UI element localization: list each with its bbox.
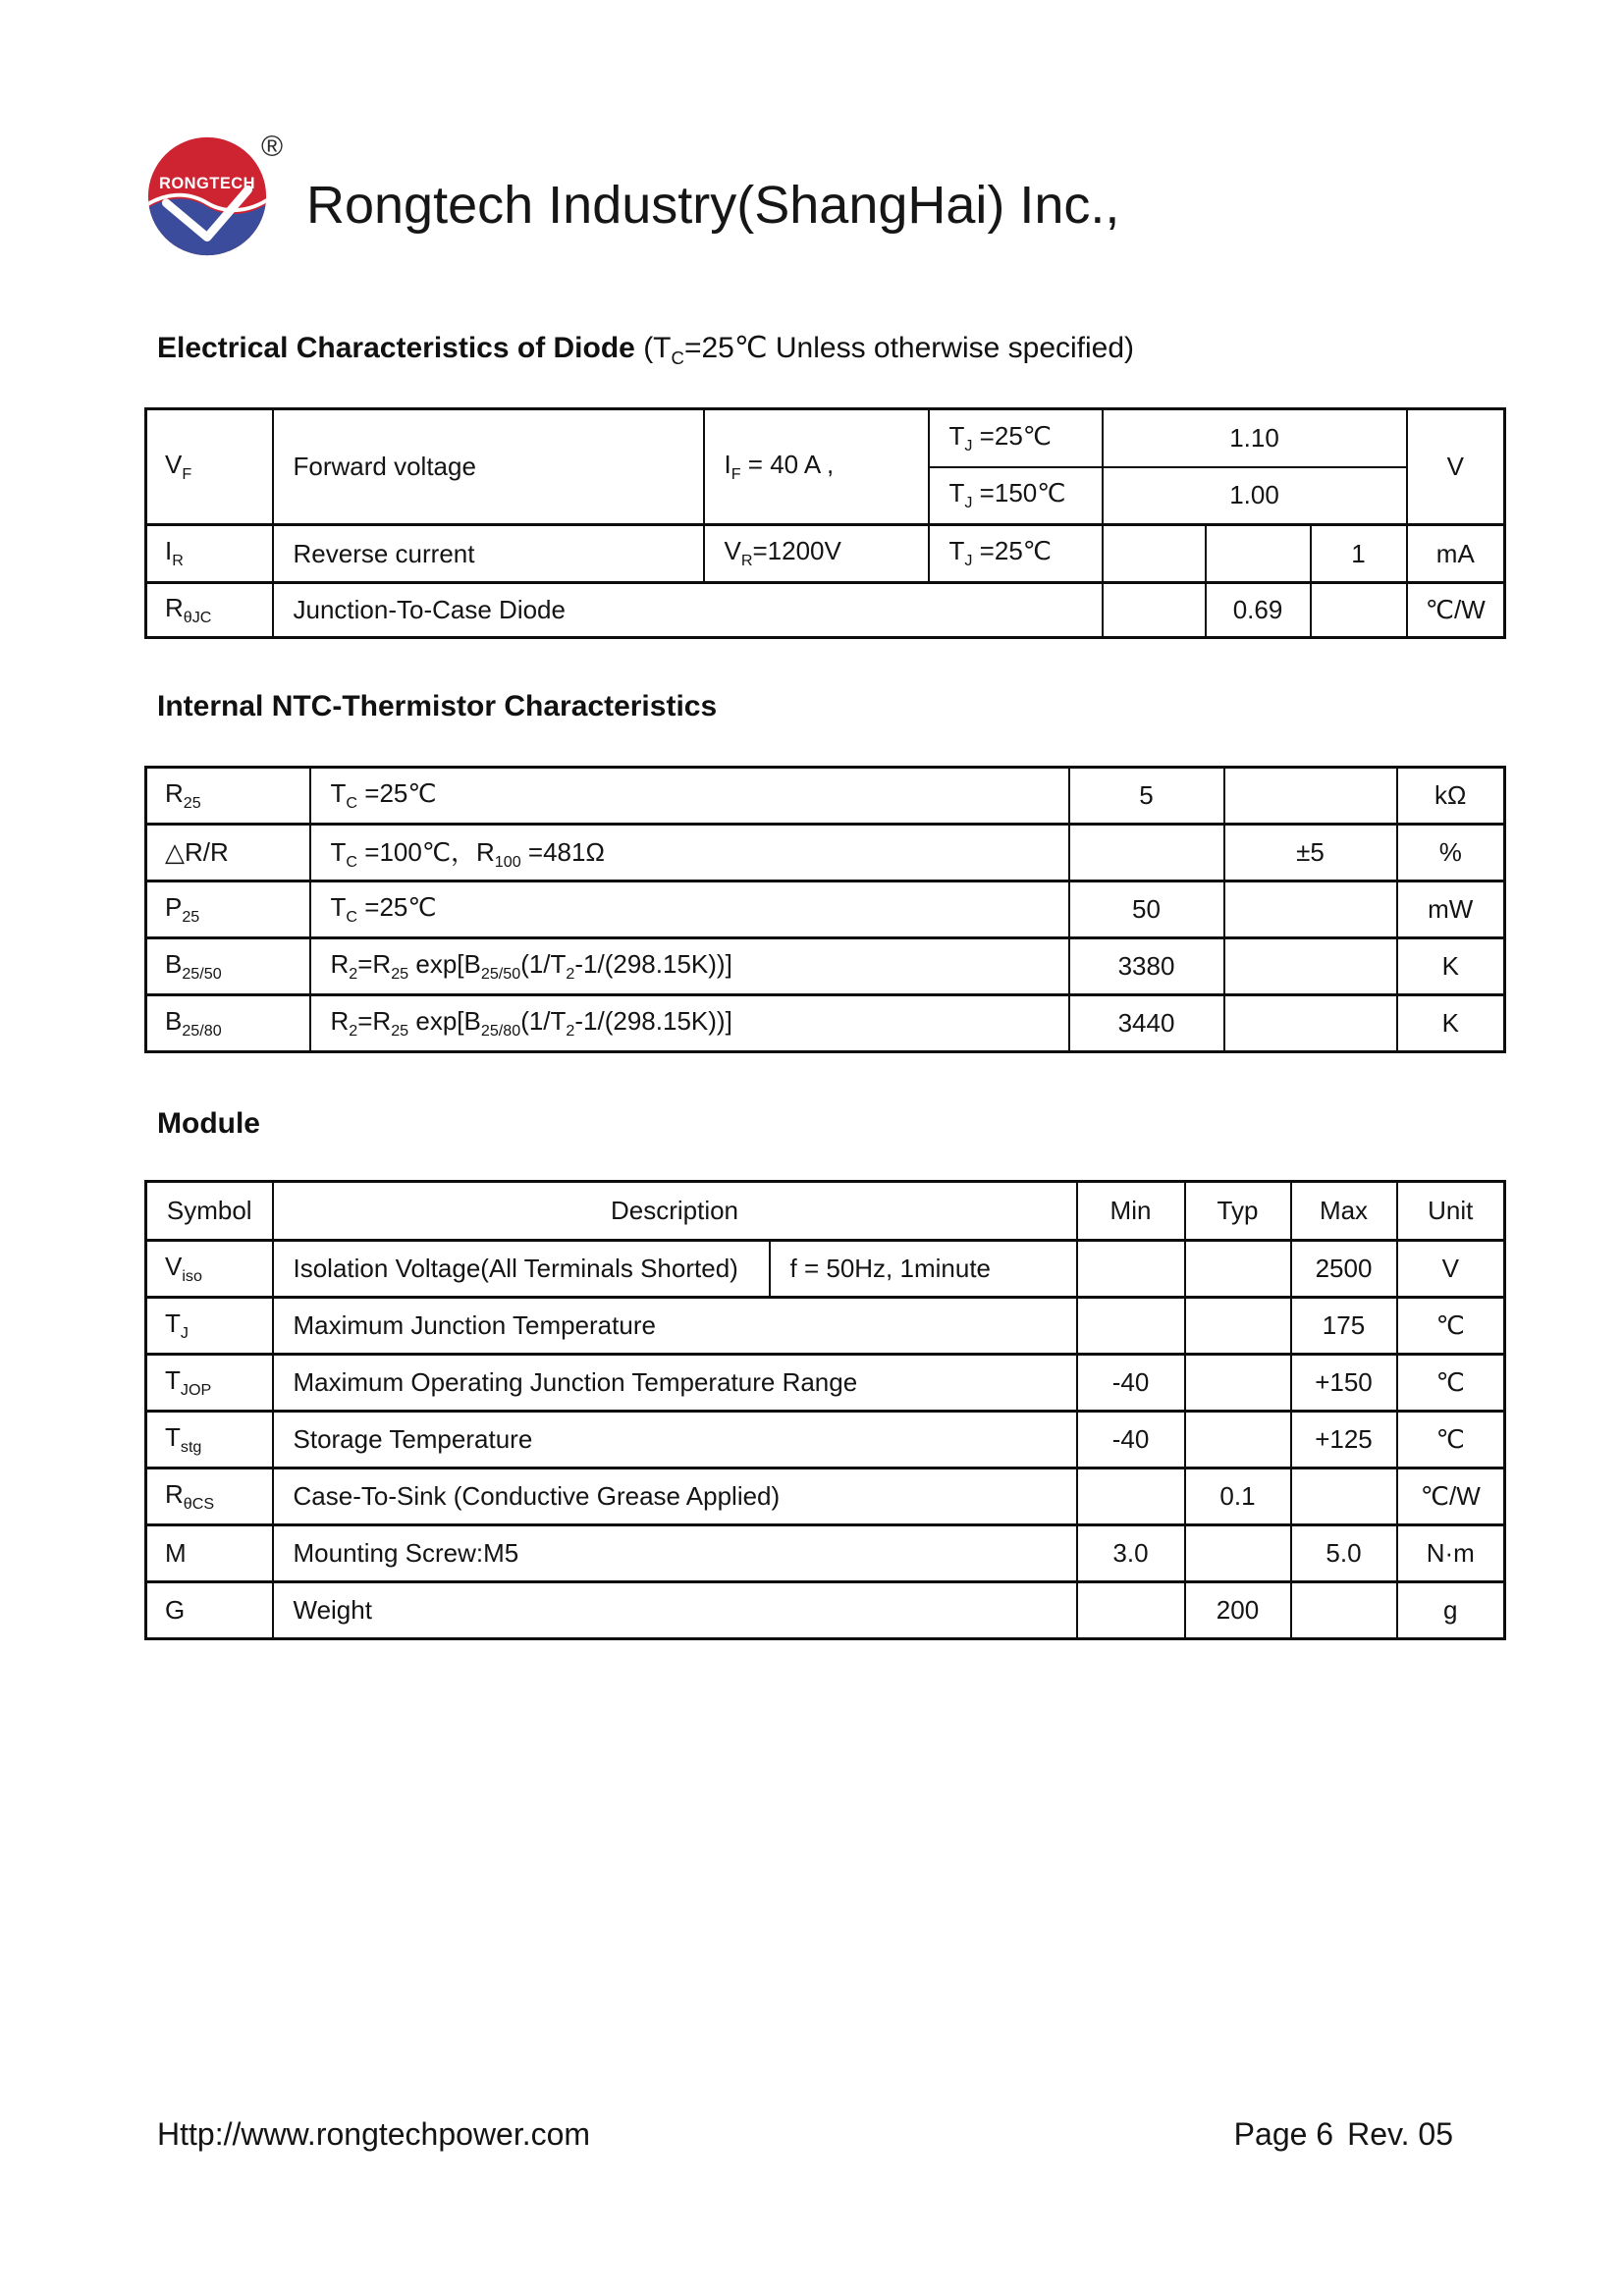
cell-min [1103,583,1206,638]
cell-unit: V [1397,1241,1505,1298]
cell-unit: kΩ [1397,768,1505,825]
cell-unit: mA [1407,525,1505,583]
footer-url: Http://www.rongtechpower.com [157,2116,591,2152]
cell-description: Mounting Screw:M5 [273,1525,1077,1582]
cell-typ [1206,525,1311,583]
cell-symbol: $R_{\theta JC}$ [146,583,273,638]
svg-text:RONGTECH: RONGTECH [158,175,256,193]
cell-value-1 [1069,825,1224,881]
module-table [144,1180,1506,1640]
table-row [146,995,1505,1052]
cell-description: $T_C$ =25℃ [310,881,1069,938]
section-heading-electrical [157,331,1134,369]
cell-subcondition: $T_J$ =25℃ [929,525,1103,583]
header-description: Description [273,1182,1077,1241]
cell-unit: N·m [1397,1525,1505,1582]
table-row [146,1525,1505,1582]
cell-value-1: 50 [1069,881,1224,938]
page-number: Page 6 [1233,2116,1334,2152]
cell-symbol: $T_J$ [146,1298,273,1355]
table-row [146,525,1505,583]
cell-symbol: △R/R [146,825,310,881]
cell-value-1: 5 [1069,768,1224,825]
cell-description: $T_C$ =100℃，$R_{100} =481\Omega$ [310,825,1069,881]
cell-condition: $V_R=1200V$ [704,525,929,583]
table-row [146,1582,1505,1639]
cell-value-2: ±5 [1224,825,1397,881]
cell-value-2 [1224,995,1397,1052]
footer-page-info [1220,2116,1453,2153]
cell-symbol: $B_{25/80}$ [146,995,310,1052]
cell-typ: 0.69 [1206,583,1311,638]
table-header-row [146,1182,1505,1241]
cell-min [1077,1468,1185,1525]
cell-value-2 [1224,768,1397,825]
table-row [146,1355,1505,1412]
registered-trademark: ® [261,131,284,163]
heading-note-part: ($T_C=25℃$ Unless otherwise specified) [634,332,1135,368]
cell-max: 2500 [1291,1241,1397,1298]
cell-max [1311,583,1407,638]
table-row [146,1298,1505,1355]
cell-min: -40 [1077,1355,1185,1412]
cell-value-2 [1224,881,1397,938]
cell-symbol: $V_F$ [146,409,273,525]
table-row [146,881,1505,938]
cell-description: Maximum Operating Junction Temperature Range [273,1355,1077,1412]
cell-description: Forward voltage [273,409,704,525]
cell-value: 1.00 [1103,467,1407,525]
header-symbol: Symbol [146,1182,273,1241]
cell-min: -40 [1077,1412,1185,1468]
cell-unit: ℃/W [1397,1468,1505,1525]
cell-value-2 [1224,938,1397,995]
cell-unit: K [1397,938,1505,995]
cell-symbol: $I_R$ [146,525,273,583]
cell-value-1: 3440 [1069,995,1224,1052]
diode-characteristics-table [144,407,1506,639]
cell-unit: K [1397,995,1505,1052]
table-row [146,768,1505,825]
cell-min [1077,1241,1185,1298]
heading-bold-part: Electrical Characteristics of Diode [157,332,635,364]
table-row [146,409,1505,467]
cell-typ: 0.1 [1185,1468,1291,1525]
cell-symbol: G [146,1582,273,1639]
cell-unit: ℃ [1397,1355,1505,1412]
section-heading-ntc: Internal NTC-Thermistor Characteristics [157,690,718,722]
cell-min [1077,1298,1185,1355]
table-row [146,825,1505,881]
cell-unit: V [1407,409,1505,525]
cell-description: Isolation Voltage(All Terminals Shorted) [273,1241,770,1298]
cell-min [1103,525,1206,583]
cell-description: $R_2=R_{25}$ $\exp[B_{25/50}(1/T_2-1/(298.15K))]$ [310,938,1069,995]
cell-condition: f = 50Hz, 1minute [770,1241,1077,1298]
cell-unit: % [1397,825,1505,881]
company-logo [145,131,293,268]
cell-max: 5.0 [1291,1525,1397,1582]
cell-description: $T_C$ =25℃ [310,768,1069,825]
company-name: Rongtech Industry(ShangHai) Inc., [306,176,1120,235]
table-row [146,938,1505,995]
cell-typ [1185,1525,1291,1582]
cell-symbol: $B_{25/50}$ [146,938,310,995]
cell-symbol: $R_{\theta CS}$ [146,1468,273,1525]
cell-max: 175 [1291,1298,1397,1355]
cell-unit: ℃ [1397,1298,1505,1355]
cell-symbol: $T_{JOP}$ [146,1355,273,1412]
cell-unit: ℃/W [1407,583,1505,638]
cell-min: 3.0 [1077,1525,1185,1582]
cell-max: 1 [1311,525,1407,583]
header-min: Min [1077,1182,1185,1241]
cell-description: Storage Temperature [273,1412,1077,1468]
cell-symbol: M [146,1525,273,1582]
cell-symbol: $T_{stg}$ [146,1412,273,1468]
cell-symbol: $P_{25}$ [146,881,310,938]
cell-max [1291,1582,1397,1639]
cell-typ [1185,1412,1291,1468]
cell-value: 1.10 [1103,409,1407,467]
cell-symbol: $R_{25}$ [146,768,310,825]
cell-unit: ℃ [1397,1412,1505,1468]
cell-description: Reverse current [273,525,704,583]
cell-typ [1185,1355,1291,1412]
cell-value-1: 3380 [1069,938,1224,995]
cell-typ: 200 [1185,1582,1291,1639]
table-row [146,1468,1505,1525]
cell-min [1077,1582,1185,1639]
cell-unit: g [1397,1582,1505,1639]
cell-typ [1185,1241,1291,1298]
rongtech-logo-icon [145,134,269,258]
cell-description: $R_2=R_{25}$ $\exp[B_{25/80}(1/T_2-1/(298.15K))]$ [310,995,1069,1052]
table-row [146,583,1505,638]
cell-description: Junction-To-Case Diode [273,583,1103,638]
ntc-characteristics-table [144,766,1506,1053]
header-typ: Typ [1185,1182,1291,1241]
cell-max: +125 [1291,1412,1397,1468]
cell-typ [1185,1298,1291,1355]
section-heading-module: Module [157,1107,260,1140]
table-row [146,1241,1505,1298]
table-row [146,1412,1505,1468]
cell-subcondition: $T_J$ =150℃ [929,467,1103,525]
cell-symbol: $V_{iso}$ [146,1241,273,1298]
cell-description: Maximum Junction Temperature [273,1298,1077,1355]
cell-max [1291,1468,1397,1525]
cell-unit: mW [1397,881,1505,938]
header-max: Max [1291,1182,1397,1241]
cell-subcondition: $T_J$ =25℃ [929,409,1103,467]
revision: Rev. 05 [1347,2116,1453,2152]
cell-description: Weight [273,1582,1077,1639]
cell-max: +150 [1291,1355,1397,1412]
cell-description: Case-To-Sink (Conductive Grease Applied) [273,1468,1077,1525]
header-unit: Unit [1397,1182,1505,1241]
cell-condition: $I_F = 40$ A , [704,409,929,525]
